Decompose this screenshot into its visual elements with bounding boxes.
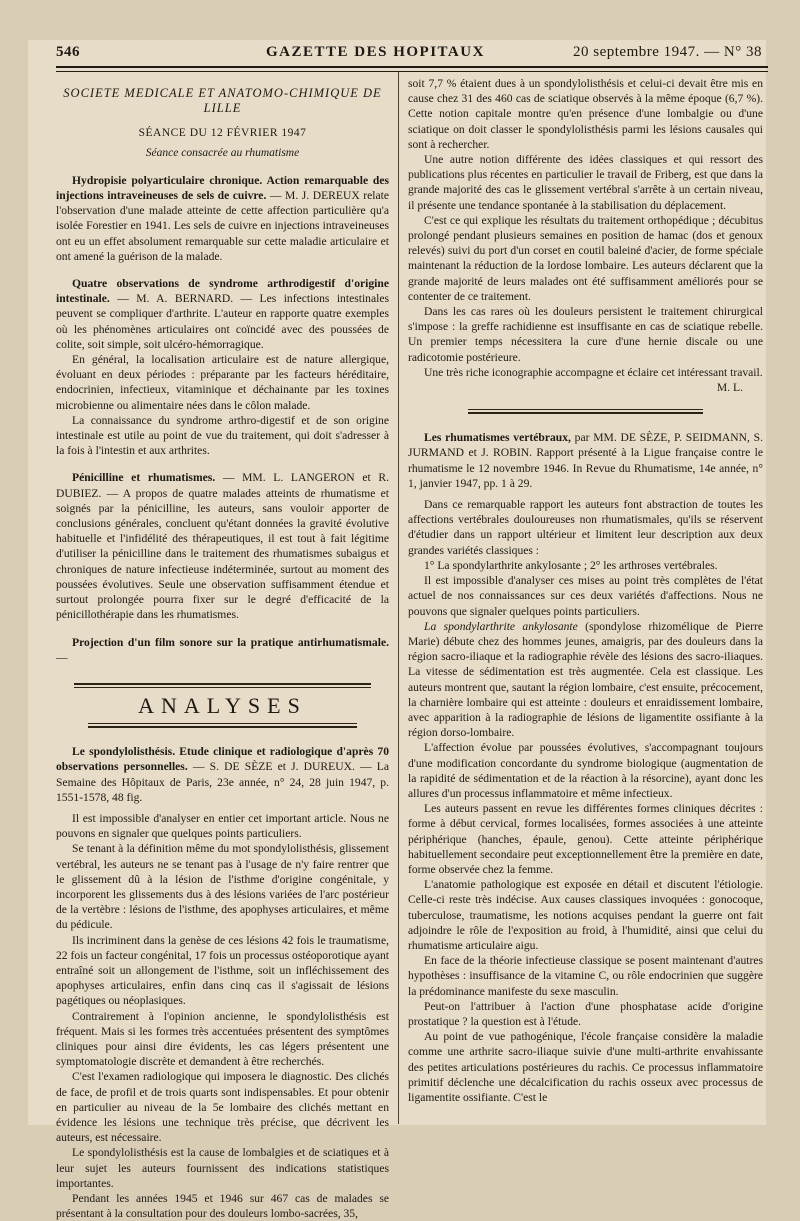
- article-body: — M. J. DEREUX relate l'observation d'une malade atteinte de cette affection particulière qu'a isolée Forestier en 1941. Les sels de cuivre en injections intraveineuses ont eu un effet absolument remarquable sur cette maladie articulaire et ont amené la guérison de la malade.: [56, 189, 389, 263]
- paragraph: Dans ce remarquable rapport les auteurs font abstraction de toutes les affections vertébrales douloureuses non rhumatismales, qu'ils se réservent d'étudier dans un rapport ultérieur et limitent leur description aux deux grandes variétés classiques :: [408, 498, 763, 557]
- divider: [74, 683, 371, 685]
- paragraph: En face de la théorie infectieuse classique se posent maintenant d'autres hypothèses : insuffisance de la vitamine C, ou rôle endocrinien que suggère la prédominance manifeste du sexe masculin.: [408, 954, 763, 998]
- italic-term: La spondylarthrite ankylosante: [424, 619, 578, 633]
- article-title: Quatre observations de syndrome arthrodigestif d'origine intestinale.: [56, 277, 389, 306]
- society-title: SOCIETE MEDICALE ET ANATOMO-CHIMIQUE DE LILLE: [63, 86, 382, 116]
- paragraph: Dans les cas rares où les douleurs persistent le traitement chirurgical s'impose : la greffe rachidienne est insuffisante en cas de sciatique rebelle. Un premier temps nécessitera la cure d'une hernie discale ou une radicotomie postérieure.: [408, 305, 763, 364]
- article-title: Projection d'un film sonore sur la pratique antirhumatismale.: [72, 635, 389, 649]
- article-hydropisie: [56, 173, 389, 264]
- list-item: 1° La spondylarthrite ankylosante ; 2° les arthroses vertébrales.: [424, 558, 718, 572]
- paragraph: C'est l'examen radiologique qui imposera le diagnostic. Des clichés de face, de profil et de trois quarts sont indispensables. Et pour obtenir en particulier au niveau de la 5e lombaire des clichés mettant en évidence les lésions une technique très précise, que décrivent les auteurs, est nécessaire.: [56, 1070, 389, 1145]
- header-rule: [56, 66, 768, 68]
- paragraph: Une autre notion différente des idées classiques et qui ressort des publications plus récentes en particulier le travail de Friberg, est que dans la grande majorité des cas le glissement vertébral s'arrête à un certain niveau, il présente une tendance spontanée à la stabilisation du déplacement.: [408, 153, 763, 212]
- divider: [468, 412, 703, 414]
- paragraph: La connaissance du syndrome arthro-digestif et de son origine intestinale est utile au point de vue du traitement, qui doit s'adresser à la fois à l'intestin et aux arthrites.: [56, 413, 389, 458]
- spacer: [56, 458, 389, 470]
- spacer: [56, 264, 389, 276]
- analyses-heading: ANALYSES: [138, 692, 307, 718]
- article-reference: — S. DE SÈZE et J. DUREUX. — La Semaine des Hôpitaux de Paris, 23e année, n° 24, 28 juin 1947, p. 1551-1578, 48 fig.: [56, 760, 390, 804]
- paragraph: Les auteurs passent en revue les différentes formes cliniques décrites : forme à début cervical, formes localisées, formes associées à une atteinte périphérique (hanches, épaule, genou). Cette atteinte périphérique habituellement secondaire peut exceptionnellement être la première en date, forme observée chez la femme.: [408, 802, 763, 876]
- signature: M. L.: [716, 381, 743, 395]
- paragraph: Il est impossible d'analyser ces mises au point très complètes de l'état actuel de nos connaissances sur ces deux variétés d'affections. Nous ne pouvons que signaler quelques points particuliers.: [408, 574, 763, 618]
- paragraph: Contrairement à l'opinion ancienne, le spondylolisthésis est fréquent. Mais si les formes très accentuées présentent des symptômes cliniques pour ainsi dire évidents, les cas légers présentent une symptomatologie discrète et demandent à être recherchés.: [56, 1009, 389, 1069]
- journal-page: [28, 40, 766, 1221]
- page-number: 546: [56, 44, 80, 60]
- paragraph: L'affection évolue par poussées évolutives, s'accompagnant toujours d'une modification concordante du syndrome biologique (augmentation de la rapidité de sédimentation et de la réaction à la résorcine), ayant donc les allures d'un processus inflammatoire et même infectieux.: [408, 741, 763, 800]
- paragraph: Une très riche iconographie accompagne et éclaire cet intéressant travail.: [424, 365, 763, 379]
- left-column: [56, 76, 389, 1221]
- article-projection: [56, 635, 389, 665]
- article-body: —: [56, 650, 68, 664]
- article-reference: par MM. DE SÈZE, P. SEIDMANN, S. JURMAND et J. ROBIN. Rapport présenté à la Ligue française contre le rhumatisme le 12 novembre 1946. In Revue du Rhumatisme, 14e année, n° 1, janvier 1947, pp. 1 à 29.: [408, 431, 763, 490]
- article-rhumatismes-vertebraux: [408, 430, 763, 491]
- header-rule-thin: [56, 71, 768, 72]
- column-divider: [398, 72, 399, 1124]
- paragraph-body: (spondylose rhizomélique de Pierre Marie) débute chez des hommes jeunes, amaigris, par des douleurs dans la région sacro-iliaque et la radiographie révèle des lésions des sacro-iliaques. La vitesse de sédimentation est très augmentée. Cela est classique. Les auteurs montrent que, sautant la région lombaire, c'est ensuite, précocement, la charnière lombaire qui est atteinte : douleurs et enraidissement lombaire, avec apparition à la radiographie de lésions de ligamentite ossifiante à la région dorso-lombaire.: [408, 619, 763, 740]
- article-title: Le spondylolisthésis. Etude clinique et radiologique d'après 70 observations personnelles.: [56, 745, 389, 774]
- paragraph: Pendant les années 1945 et 1946 sur 467 cas de malades se présentant à la consultation pour des douleurs lombo-sacrées, 35,: [56, 1192, 389, 1221]
- seance-subtitle: Séance consacrée au rhumatisme: [145, 146, 300, 159]
- page-header: [56, 44, 772, 64]
- divider: [88, 726, 357, 728]
- paragraph: soit 7,7 % étaient dues à un spondylolisthésis et celui-ci devait être mis en cause chez 31 des 460 cas de sciatique observés à la même époque (6,7 %). Cette notion capitale montre qu'en présence d'une lombalgie ou d'une sciatique on doit classer le spondylolisthésis parmi les lésions causales qui sont à rechercher.: [408, 77, 763, 151]
- article-quatre-observations: [56, 276, 389, 352]
- article-title: Pénicilline et rhumatismes.: [72, 471, 216, 485]
- paragraph: Au point de vue pathogénique, l'école française considère la maladie comme une arthrite sacro-iliaque suivie d'une multi-arthrite envahissante des petites articulations postérieures du rachis. Ce processus inflammatoire primitif déclenche une décalcification du rachis osseux avec processus de ligamentite ossifiante. C'est le: [408, 1030, 763, 1104]
- seance-date: SÉANCE DU 12 FÉVRIER 1947: [138, 127, 307, 140]
- issue-date: 20 septembre 1947. — N° 38: [573, 44, 762, 60]
- paragraph: Ils incriminent dans la genèse de ces lésions 42 fois le traumatisme, 22 fois un facteur congénital, 17 fois un processus ostéoporotique ayant entraîné soit un allongement de l'isthme, soit un infléchissement des apophyses articulaires, enfin dans cinq cas il s'agissait de lésions pagétiques ou néoplasiques.: [56, 933, 389, 1008]
- paragraph: Se tenant à la définition même du mot spondylolisthésis, glissement vertébral, les auteurs ne se tenant pas à l'usage de n'y faire rentrer que le glissement dû à la lésion de l'isthme d'origine congénitale, y incorporent les glissements dus à des lésions variées de l'arc postérieur de la vertèbre : lésions de l'isthme, des apophyses articulaires, et même du pédicule.: [56, 842, 389, 932]
- right-column: [408, 76, 763, 1105]
- divider: [468, 409, 703, 410]
- paragraph: C'est ce qui explique les résultats du traitement orthopédique ; décubitus prolongé pendant plusieurs semaines en position de hamac (dos et genoux relevés) suivi du port d'un corset en coutil baleiné d'acier, de forme spéciale maintenant la réduction de la lordose lombaire. Les auteurs déclarent que la grande majorité de leurs malades ont été suffisamment améliorés pour se contenter de ce traitement.: [408, 213, 763, 303]
- analyses-section-header: [56, 683, 389, 728]
- paragraph: Peut-on l'attribuer à l'action d'une phosphatase acide d'origine prostatique ? la question est à l'étude.: [408, 999, 763, 1028]
- article-spondylolisthesis: [56, 744, 389, 805]
- paragraph-spondylarthrite: [408, 619, 763, 741]
- paragraph: Le spondylolisthésis est la cause de lombalgies et de sciatiques et à leur sujet les auteurs fournissent des indications statistiques importantes.: [56, 1146, 389, 1190]
- article-body: — MM. L. LANGERON et R. DUBIEZ. — A propos de quatre malades atteints de rhumatisme et soignés par la pénicilline, les auteurs, sans vouloir apporter de conclusions générales, concluent qu'étant données la gravité évolutive habituelle et l'infidélité des thérapeutiques, il est tout à fait légitime d'utiliser la pénicilline dans le traitement des rhumatismes subaigus et chroniques de nature infectieuse indéterminée, surtout au moment des poussées évolutives. Seule une observation suffisamment étendue et surtout prolongée pourra fixer sur le degré d'efficacité de la pénicillothérapie dans les rhumatismes.: [56, 471, 389, 622]
- article-title: Les rhumatismes vertébraux,: [424, 431, 571, 445]
- paragraph: Il est impossible d'analyser en entier cet important article. Nous ne pouvons en signaler que quelques points particuliers.: [56, 811, 389, 841]
- divider: [88, 723, 357, 724]
- article-penicilline: [56, 470, 389, 622]
- article-title: Hydropisie polyarticulaire chronique. Action remarquable des injections intraveineuses de sels de cuivre.: [56, 173, 389, 203]
- article-body: — M. A. BERNARD. — Les infections intestinales peuvent se compliquer d'arthrite. L'auteur en rapporte quatre exemples où les phénomènes articulaires ont coïncidé avec des poussées de colite, soit simple, soit ulcéro-hémorragique.: [56, 292, 389, 351]
- spacer: [56, 623, 389, 635]
- paragraph: L'anatomie pathologique est exposée en détail et discutent l'étiologie. Celle-ci reste très indécise. Aux causes classiques invoquées : gonocoque, tuberculose, traumatisme, les notions acquises pendant la guerre ont fait adjoindre le rôle de l'exposition au froid, à l'humidité, ainsi que celui du rhumatisme articulaire aigu.: [408, 878, 763, 952]
- divider: [74, 687, 371, 688]
- journal-title: GAZETTE DES HOPITAUX: [266, 44, 485, 60]
- paragraph: En général, la localisation articulaire est de nature allergique, évoluant en deux périodes : préparante par les facteurs héréditaire, endocrinien, infectieux, vitaminique et déchainante par les toxines microbienne ou alimentaire nées dans le côlon malade.: [56, 353, 389, 412]
